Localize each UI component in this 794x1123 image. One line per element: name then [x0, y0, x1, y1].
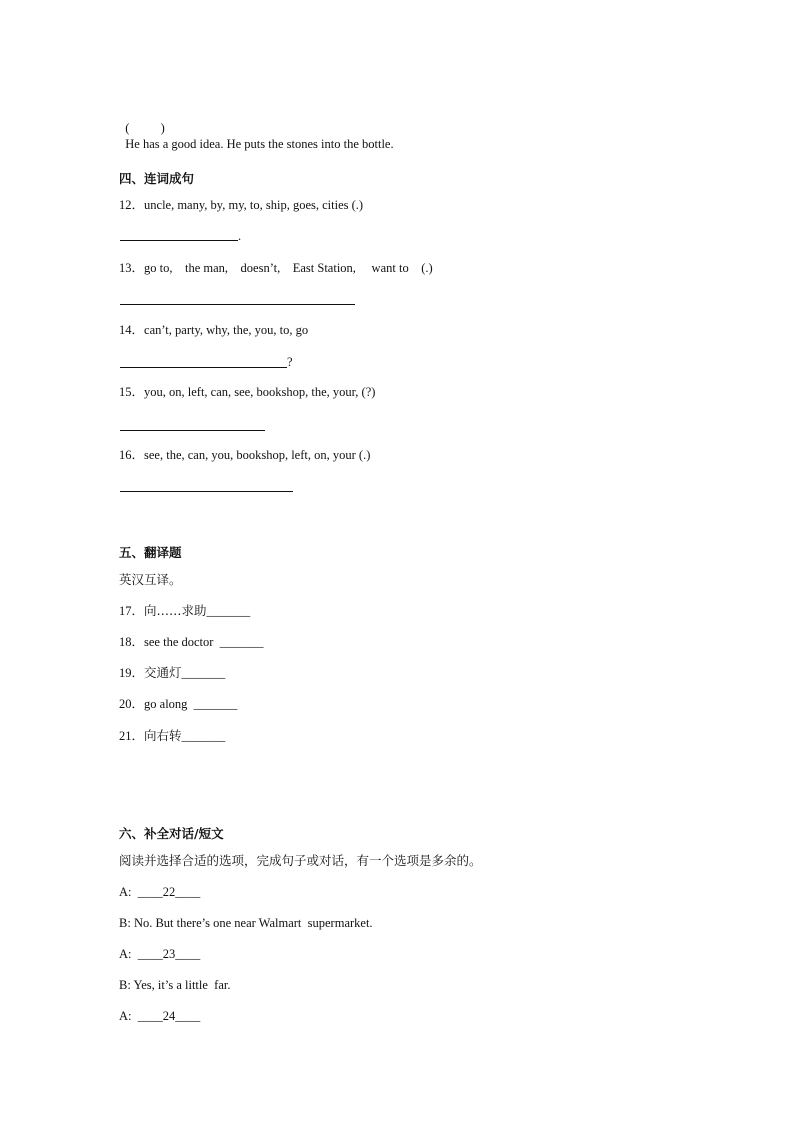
question-20: 20．go along _______	[119, 697, 238, 711]
answer-paren: ( )	[125, 121, 165, 135]
section-5-instruction: 英汉互译。	[119, 572, 182, 587]
answer-blank[interactable]: _______	[181, 666, 226, 680]
answer-blank[interactable]: _______	[219, 635, 264, 649]
question-18: 18．see the doctor _______	[119, 635, 264, 649]
dialogue-line: A: ____24____	[119, 1009, 201, 1023]
question-12: 12．uncle, many, by, my, to, ship, goes, cities (.)	[119, 198, 364, 212]
answer-blank-24[interactable]: ____24____	[137, 1009, 201, 1023]
dialogue-line: A: ____22____	[119, 885, 201, 899]
answer-blank[interactable]: _______	[193, 697, 238, 711]
question-13: 13．go to, the man, doesn’t, East Station, want to (.)	[119, 261, 433, 275]
question-text: He has a good idea. He puts the stones into the bottle.	[125, 137, 394, 151]
answer-line-16[interactable]	[120, 491, 293, 492]
section-6-title: 六、补全对话/短文	[119, 826, 224, 841]
answer-blank[interactable]: _______	[206, 604, 251, 618]
answer-blank-23[interactable]: ____23____	[137, 947, 201, 961]
answer-tail-14: ?	[287, 355, 293, 369]
question-14: 14．can’t, party, why, the, you, to, go	[119, 323, 309, 337]
section-4-title: 四、连词成句	[119, 171, 195, 186]
dialogue-line: B: No. But there’s one near Walmart supermarket.	[119, 916, 373, 930]
dialogue-line: A: ____23____	[119, 947, 201, 961]
section-5-title: 五、翻译题	[119, 545, 182, 560]
answer-line-13[interactable]	[120, 304, 355, 305]
answer-line-12[interactable]	[120, 240, 238, 241]
section-6-instruction: 阅读并选择合适的选项，完成句子或对话，有一个选项是多余的。	[119, 853, 482, 868]
question-19: 19．交通灯_______	[119, 665, 226, 680]
question-21: 21．向右转_______	[119, 728, 226, 743]
answer-line-15[interactable]	[120, 430, 265, 431]
answer-tail-12: .	[238, 229, 242, 243]
answer-blank-22[interactable]: ____22____	[137, 885, 201, 899]
question-15: 15．you, on, left, can, see, bookshop, the, your, (?)	[119, 385, 376, 399]
answer-blank[interactable]: _______	[181, 729, 226, 743]
answer-line-14[interactable]	[120, 367, 287, 368]
question-16: 16．see, the, can, you, bookshop, left, on, your (.)	[119, 448, 371, 462]
question-11	[119, 104, 394, 152]
dialogue-line: B: Yes, it’s a little far.	[119, 978, 231, 992]
question-17: 17．向……求助_______	[119, 603, 251, 618]
